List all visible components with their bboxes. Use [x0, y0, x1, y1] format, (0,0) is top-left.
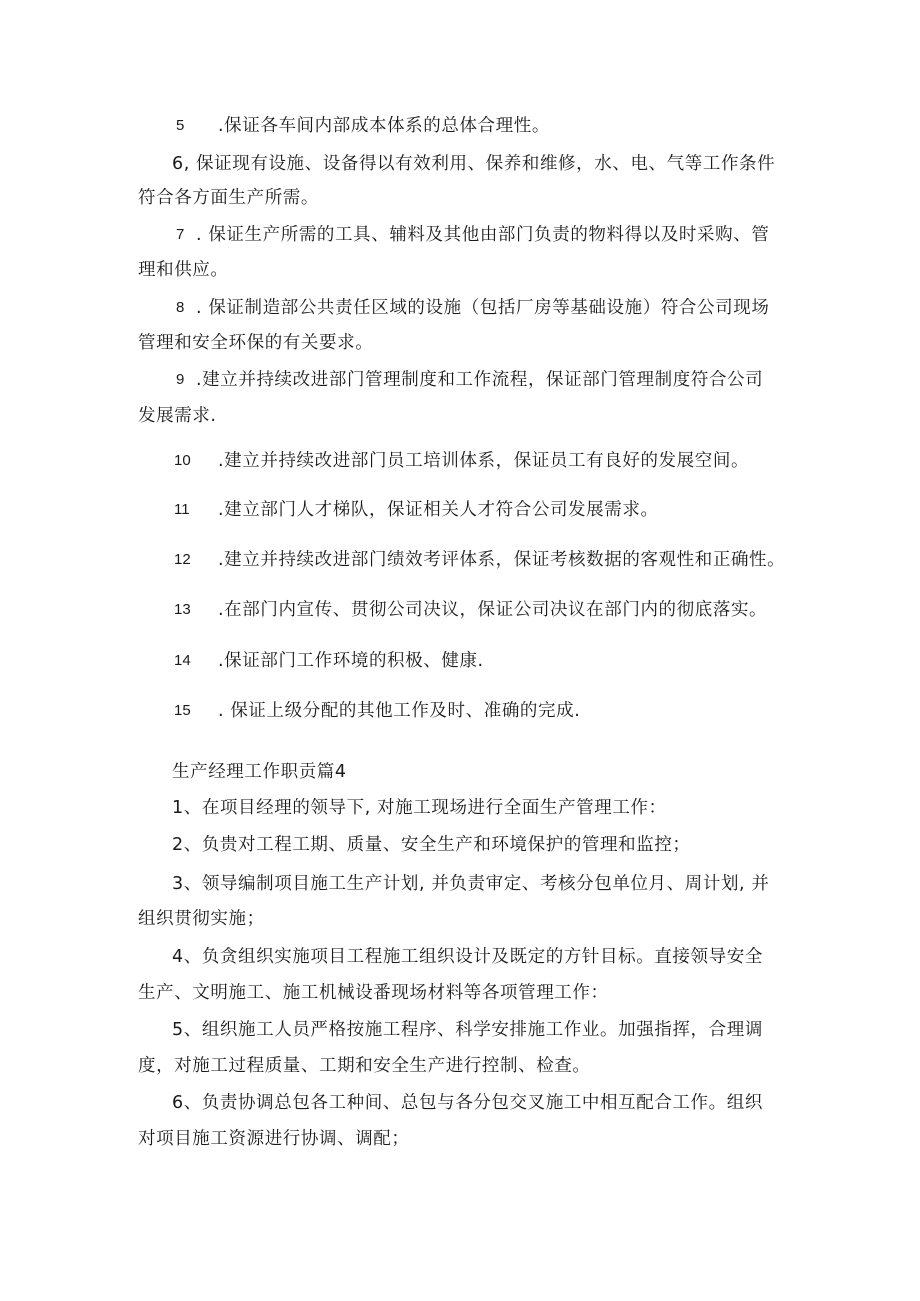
item-text: 3、领导编制项目施工生产计划, 并负责审定、考核分包单位月、周计划, 并	[172, 874, 770, 894]
item-text: .建立并持续改进部门员工培训体系，保证员工有良好的发展空间。	[218, 451, 750, 471]
item-text: .建立并持续改进部门管理制度和工作流程，保证部门管理制度符合公司	[196, 370, 764, 390]
item-text: . 保证上级分配的其他工作及时、准确的完成.	[218, 701, 581, 721]
item-text-continued: 度，对施工过程质量、工期和安全生产进行控制、检查。	[138, 1056, 591, 1076]
item-number: 10	[174, 452, 191, 469]
item-text-continued: 符合各方面生产所需。	[138, 188, 319, 208]
item-text: .保证部门工作环境的积极、健康.	[218, 651, 484, 671]
item-text: 2、负贵对工程工期、质量、安全生产和环境保护的管理和监控；	[172, 835, 691, 855]
item-text-continued: 对项目施工资源进行协调、调配；	[138, 1129, 410, 1149]
item-number: 11	[174, 501, 190, 518]
item-text: 5、组织施工人员严格按施工程序、科学安排施工作业。加强指挥，合理调	[172, 1020, 763, 1040]
item-text: .建立部门人才梯队，保证相关人才符合公司发展需求。	[218, 500, 659, 520]
item-text: 1、在项目经理的领导下, 对施工现场进行全面生产管理工作：	[172, 798, 667, 818]
section-title: 生产经理工作职贡篇4	[172, 762, 347, 782]
item-number: 8	[176, 299, 185, 316]
item-text: 6、负责协调总包各工种间、总包与各分包交叉施工中相互配合工作。组织	[172, 1093, 763, 1113]
item-number: 5	[176, 117, 185, 134]
item-text: . 保证生产所需的工具、辅料及其他由部门负责的物料得以及时采购、管	[196, 225, 770, 245]
item-text: . 保证制造部公共责任区域的设施（包括厂房等基础设施）符合公司现场	[196, 298, 770, 318]
item-text: .保证各车间内部成本体系的总体合理性。	[218, 116, 550, 136]
item-text-continued: 理和供应。	[138, 260, 229, 280]
item-text-continued: 生产、文明施工、施工机械设番现场材料等各项管理工作：	[138, 983, 609, 1003]
item-number: 7	[176, 226, 185, 243]
item-text: 6, 保证现有设施、设备得以有效利用、保养和维修，水、电、气等工作条件	[172, 154, 776, 174]
item-text-continued: 发展需求.	[138, 406, 217, 426]
item-text: .在部门内宣传、贯彻公司决议，保证公司决议在部门内的彻底落实。	[218, 600, 768, 620]
item-text-continued: 管理和安全环保的有关要求。	[138, 333, 374, 353]
item-text: .建立并持续改进部门绩效考评体系，保证考核数据的客观性和正确性。	[218, 550, 786, 570]
item-number: 14	[174, 652, 191, 669]
item-text-continued: 组织贯彻实施；	[138, 909, 265, 929]
item-number: 15	[174, 702, 191, 719]
item-number: 9	[176, 371, 185, 388]
item-text: 4、负贪组织实施项目工程施工组织设计及既定的方针目标。直接领导安全	[172, 947, 763, 967]
item-number: 12	[174, 551, 191, 568]
item-number: 13	[174, 601, 191, 618]
